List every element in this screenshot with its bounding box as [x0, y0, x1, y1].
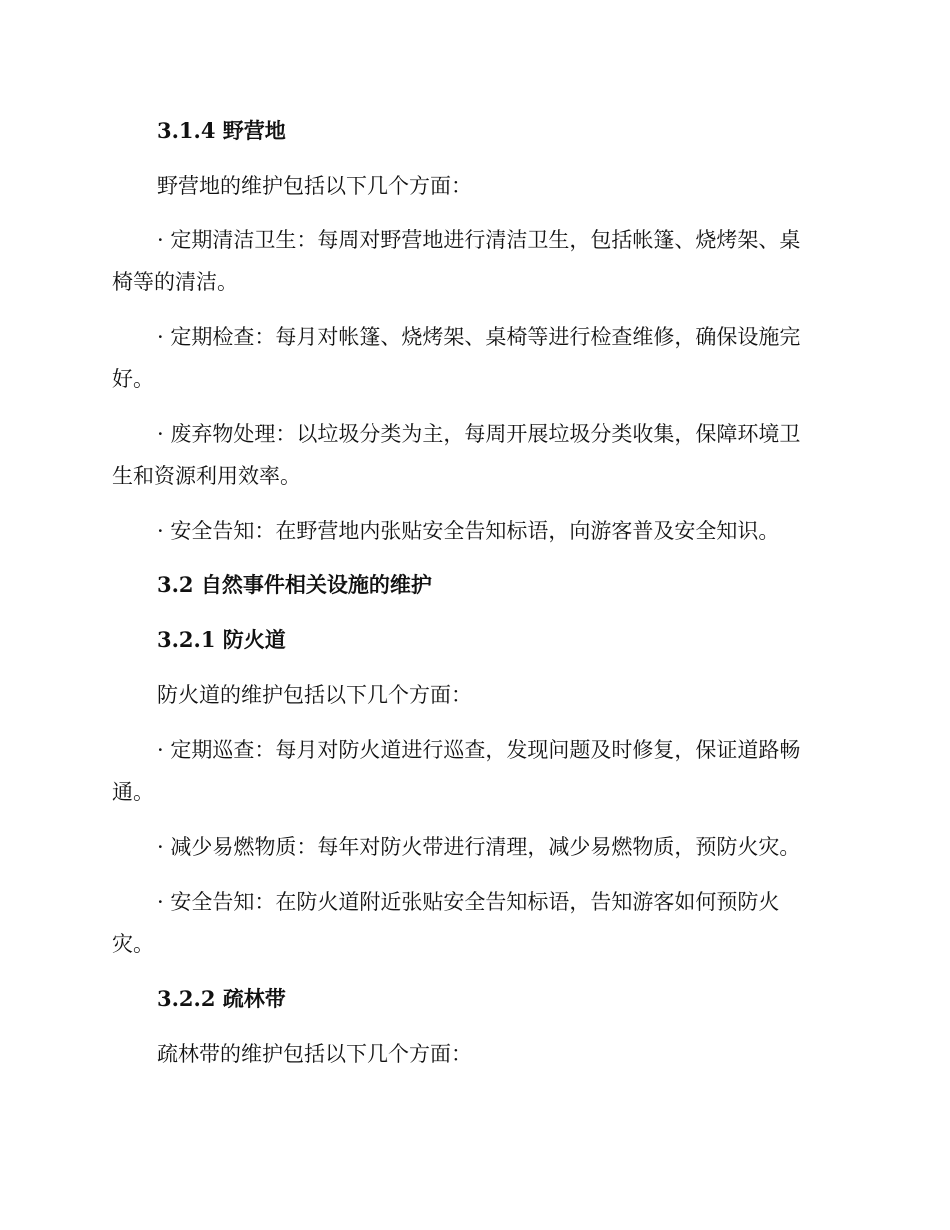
list-item-line: · 废弃物处理：以垃圾分类为主，每周开展垃圾分类收集，保障环境卫 [157, 422, 801, 446]
section-heading: 3.2 自然事件相关设施的维护 [157, 572, 432, 597]
section-heading: 3.1.4 野营地 [157, 118, 286, 143]
subsection-heading: 3.2.1 防火道 [157, 627, 286, 652]
list-item-line: · 定期检查：每月对帐篷、烧烤架、桌椅等进行检查维修，确保设施完 [157, 325, 801, 349]
subsection-heading: 3.2.2 疏林带 [157, 986, 286, 1011]
list-item-line: · 定期巡查：每月对防火道进行巡查，发现问题及时修复，保证道路畅 [157, 738, 801, 762]
list-item-continuation: 通。 [112, 780, 154, 804]
list-item-line: · 安全告知：在防火道附近张贴安全告知标语，告知游客如何预防火 [157, 890, 780, 914]
list-item-line: · 减少易燃物质：每年对防火带进行清理，减少易燃物质，预防火灾。 [157, 835, 801, 859]
list-item-continuation: 好。 [112, 367, 154, 391]
list-item-continuation: 生和资源利用效率。 [112, 464, 301, 488]
intro-paragraph: 防火道的维护包括以下几个方面： [157, 683, 472, 707]
intro-paragraph: 野营地的维护包括以下几个方面： [157, 174, 472, 198]
list-item-continuation: 椅等的清洁。 [112, 270, 238, 294]
list-item-line: · 安全告知：在野营地内张贴安全告知标语，向游客普及安全知识。 [157, 519, 780, 543]
list-item-line: · 定期清洁卫生：每周对野营地进行清洁卫生，包括帐篷、烧烤架、桌 [157, 228, 801, 252]
intro-paragraph: 疏林带的维护包括以下几个方面： [157, 1042, 472, 1066]
list-item-continuation: 灾。 [112, 932, 154, 956]
